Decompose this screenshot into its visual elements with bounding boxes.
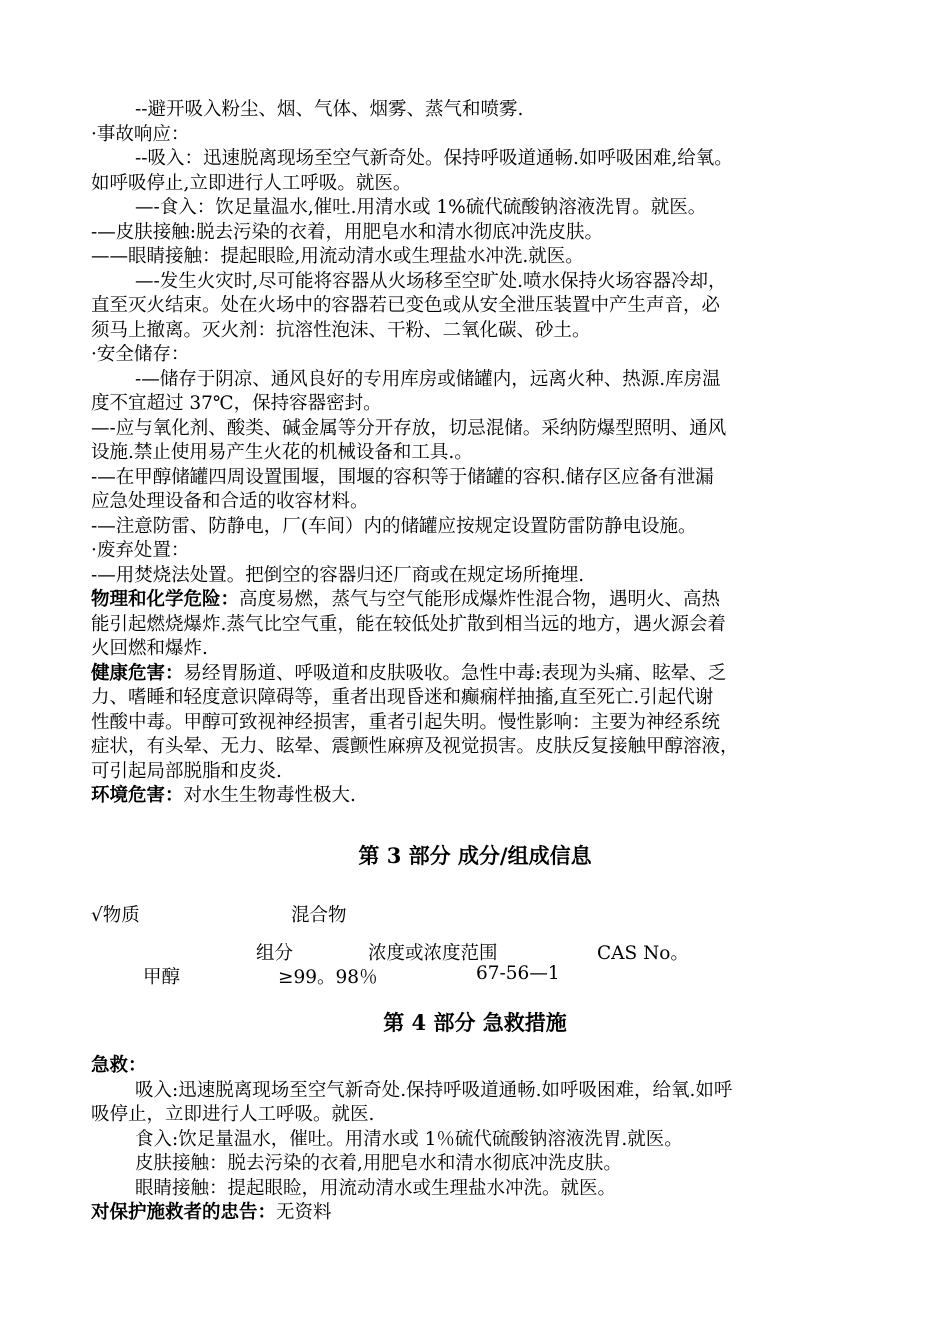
text-line: -—注意防雷、防静电，厂(车间）内的储罐应按规定设置防雷防静电设施。 — [91, 515, 697, 537]
text-line: 直至灭火结束。处在火场中的容器若已变色或从安全泄压装置中产生声音，必 — [91, 295, 721, 316]
first-aid-heading: 急救： — [91, 1055, 147, 1076]
mixture-option: 混合物 — [291, 905, 347, 926]
substance-option: √物质 — [91, 905, 140, 926]
text-line: 应急处理设备和合适的收容材料。 — [91, 491, 369, 512]
text-line: ·安全储存： — [91, 344, 190, 365]
physical-hazard-para — [91, 588, 861, 613]
text-line: 性酸中毒。甲醇可致视神经损害，重者引起失明。慢性影响：主要为神经系统 — [91, 711, 721, 733]
section4-text — [91, 1054, 861, 1226]
text-line: —-应与氧化剂、酸类、碱金属等分开存放，切忌混储。采纳防爆型照明、通风 — [91, 417, 727, 439]
text-line: ——眼睛接触：提起眼睑,用流动清水或生理盐水冲洗.就医。 — [91, 246, 584, 267]
text-line: --吸入：迅速脱离现场至空气新奇处。保持呼吸道通畅.如呼吸困难,给氧。 — [135, 148, 733, 169]
column-header-concentration: 浓度或浓度范围 — [368, 943, 498, 964]
text-line: 对水生生物毒性极大. — [183, 785, 356, 806]
rescuer-advice-para — [91, 1201, 861, 1226]
text-line: 食入:饮足量温水，催吐。用清水或 1％硫代硫酸钠溶液洗胃.就医。 — [135, 1128, 683, 1150]
text-line: 高度易燃，蒸气与空气能形成爆炸性混合物，遇明火、高热 — [239, 589, 721, 610]
rescuer-advice-value: 无资料 — [276, 1202, 332, 1223]
text-line: -—储存于阴凉、通风良好的专用库房或储罐内，远离火种、热源.库房温 — [135, 368, 721, 390]
text-line: 如呼吸停止,立即进行人工呼吸。就医。 — [91, 172, 412, 194]
text-line: 症状，有头晕、无力、眩晕、震颤性麻痹及视觉损害。皮肤反复接触甲醇溶液， — [91, 736, 739, 757]
text-line: -—皮肤接触:脱去污染的衣着，用肥皂水和清水彻底冲洗皮肤。 — [91, 221, 603, 243]
text-line: 眼睛接触：提起眼睑，用流动清水或生理盐水冲洗。就医。 — [135, 1177, 617, 1199]
component-concentration: ≥99。98％ — [278, 967, 378, 988]
rescuer-advice-label: 对保护施救者的忠告： — [91, 1202, 277, 1223]
text-line: 能引起燃烧爆炸.蒸气比空气重，能在较低处扩散到相当远的地方，遇火源会着 — [91, 613, 726, 635]
section4-title: 第 4 部分 急救措施 — [383, 1010, 567, 1035]
text-line: 易经胃肠道、呼吸道和皮肤吸收。急性中毒:表现为头痛、眩晕、乏 — [183, 662, 727, 684]
text-line: —-发生火灾时,尽可能将容器从火场移至空旷处.喷水保持火场容器冷却， — [135, 270, 727, 292]
text-line: 吸入:迅速脱离现场至空气新奇处.保持呼吸道通畅.如呼吸困难，给氧.如呼 — [135, 1079, 733, 1101]
text-line: 皮肤接触：脱去污染的衣着,用肥皂水和清水彻底冲洗皮肤。 — [135, 1153, 622, 1174]
text-line: -—用焚烧法处置。把倒空的容器归还厂商或在规定场所掩埋. — [91, 564, 585, 586]
first-aid-label — [91, 1054, 861, 1079]
text-line: —-食入：饮足量温水,催吐.用清水或 1%硫代硫酸钠溶液洗胃。就医。 — [135, 197, 707, 218]
text-line: 设施.禁止使用易产生火花的机械设备和工具.。 — [91, 442, 473, 463]
text-line: 度不宜超过 37℃，保持容器密封。 — [91, 393, 382, 414]
text-line: 火回燃和爆炸. — [91, 638, 208, 659]
text-line: 须马上撤离。灭火剂：抗溶性泡沫、干粉、二氧化碳、砂土。 — [91, 319, 591, 341]
text-line: -—在甲醇储罐四周设置围堰，围堰的容积等于储罐的容积.储存区应备有泄漏 — [91, 466, 714, 488]
component-name: 甲醇 — [143, 967, 181, 988]
health-hazard-para — [91, 662, 861, 687]
column-header-component: 组分 — [256, 943, 294, 964]
section2-text — [91, 98, 861, 809]
text-line: ·废弃处置： — [91, 540, 190, 561]
physical-hazard-label: 物理和化学危险： — [91, 589, 240, 610]
text-line: 可引起局部脱脂和皮炎. — [91, 760, 282, 782]
column-header-cas: CAS No。 — [597, 943, 689, 964]
text-line: ·事故响应： — [91, 123, 190, 145]
environment-hazard-label: 环境危害： — [91, 785, 184, 806]
text-line: --避开吸入粉尘、烟、气体、烟雾、蒸气和喷雾. — [135, 99, 524, 120]
component-cas: 67-56—1 — [476, 963, 560, 984]
section3-title: 第 3 部分 成分/组成信息 — [358, 843, 592, 868]
environment-hazard-para — [91, 784, 861, 809]
health-hazard-label: 健康危害： — [91, 662, 184, 684]
text-line: 力、嗜睡和轻度意识障碍等，重者出现昏迷和癫痫样抽搐,直至死亡.引起代谢 — [91, 687, 714, 708]
text-line: 吸停止，立即进行人工呼吸。就医. — [91, 1104, 375, 1125]
